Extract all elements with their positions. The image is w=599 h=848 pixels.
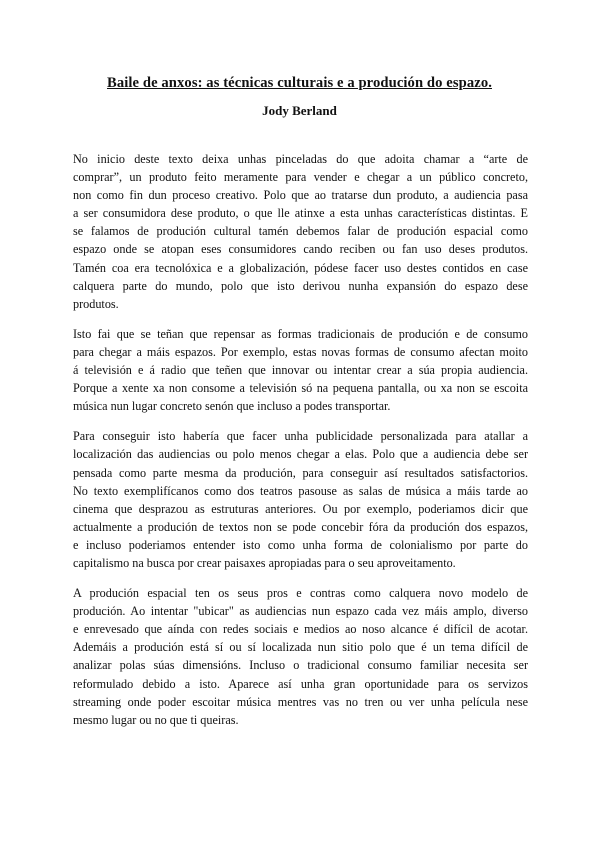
paragraph-line: capitalismo na busca por crear paisaxes apropiadas para o seu aproveitamento. (73, 555, 456, 570)
paragraph-line: reformulado debido a isto. Aparece así unha gran oportunidade para os servizos (73, 676, 528, 691)
paragraph-line: espazo onde se atopan eses consumidores cando reciben ou fan uso deses produtos. (73, 242, 528, 257)
paragraph-line: pensada como parte mesma da produción, para conseguir así resultados satisfactorios. (73, 465, 528, 480)
paragraph-line: No inicio deste texto deixa unhas pinceladas do que adoita chamar a “arte de (73, 152, 528, 166)
paragraph-line: Para conseguir isto habería que facer unha publicidade personalizada para atallar a (73, 429, 528, 444)
paragraph-line: Isto fai que se teñan que repensar as formas tradicionais de produción e de consumo (73, 326, 528, 341)
paragraph-line: localización das audiencias ou polo menos chegar a elas. Polo que a audiencia debe ser (73, 447, 528, 462)
paragraph (73, 584, 528, 729)
paragraph-line: cinema que desprazou as estruturas anteriores. Ou por exemplo, poderiamos dicir que (73, 501, 528, 516)
document-body (73, 150, 528, 741)
paragraph-line: Tamén coa era tecnolóxica e a globalización, pódese facer uso destes contidos en case (73, 260, 528, 275)
paragraph-line: Ademáis a produción está sí ou sí localizada nun sitio polo que é un tema difícil de (73, 640, 528, 655)
paragraph-line: a ser consumidora dese produto, o que lle atinxe a esta unhas características distintas. E (73, 206, 528, 221)
document-title: Baile de anxos: as técnicas culturais e a produción do espazo. (107, 75, 492, 91)
document-author: Jody Berland (262, 103, 337, 118)
paragraph (73, 325, 528, 415)
paragraph-line: comprar”, un produto feito meramente para vender e chegar a un público concreto, (73, 170, 528, 185)
paragraph-line: música nun lugar concreto senón que incluso a podes transportar. (73, 399, 391, 414)
paragraph-line: se falamos de produción cultural tamén debemos falar de produción espacial como (73, 224, 528, 239)
paragraph-line: e enrevesado que aínda con redes sociais e medios ao noso alcance é difícil de acotar. (73, 622, 528, 637)
paragraph-line: streaming onde poder escoitar música mentres vas no tren ou ver unha película nese (73, 694, 528, 709)
paragraph-line: produtos. (73, 296, 119, 311)
paragraph-line: para chegar a máis espazos. Por exemplo, estas novas formas de consumo afectan moito (73, 344, 528, 359)
paragraph-line: analizar polas súas dimensións. Incluso o tradicional consumo familiar necesita ser (73, 658, 528, 673)
paragraph (73, 150, 528, 313)
paragraph-line: produción. Ao intentar "ubicar" as audiencias nun espazo cada vez máis amplo, diverso (73, 604, 528, 619)
paragraph-line: actualmente a produción de textos non se pode concebir fóra da produción dos espazos, (73, 519, 528, 534)
paragraph-line: non como fin dun proceso creativo. Polo que ao tratarse dun produto, a audiencia pasa (73, 188, 528, 203)
paragraph-line: A produción espacial ten os seus pros e contras como calquera novo modelo de (73, 586, 528, 601)
paragraph-line: e incluso poderiamos entender isto como unha forma de colonialismo por parte do (73, 537, 528, 552)
paragraph-line: calquera parte do mundo, polo que isto derivou nunha expansión do espazo dese (73, 278, 528, 293)
paragraph-line: á televisión e á radio que teñen que innovar ou intentar crear a súa propia audiencia. (73, 363, 528, 378)
paragraph-line: No texto exemplifícanos como dos teatros pasouse as salas de música a máis tarde ao (73, 483, 528, 498)
paragraph-line: mesmo lugar ou no que ti queiras. (73, 712, 239, 727)
paragraph-line: Porque a xente xa non consome a televisión só na pequena pantalla, ou xa non se escoita (73, 381, 528, 396)
paragraph (73, 427, 528, 572)
